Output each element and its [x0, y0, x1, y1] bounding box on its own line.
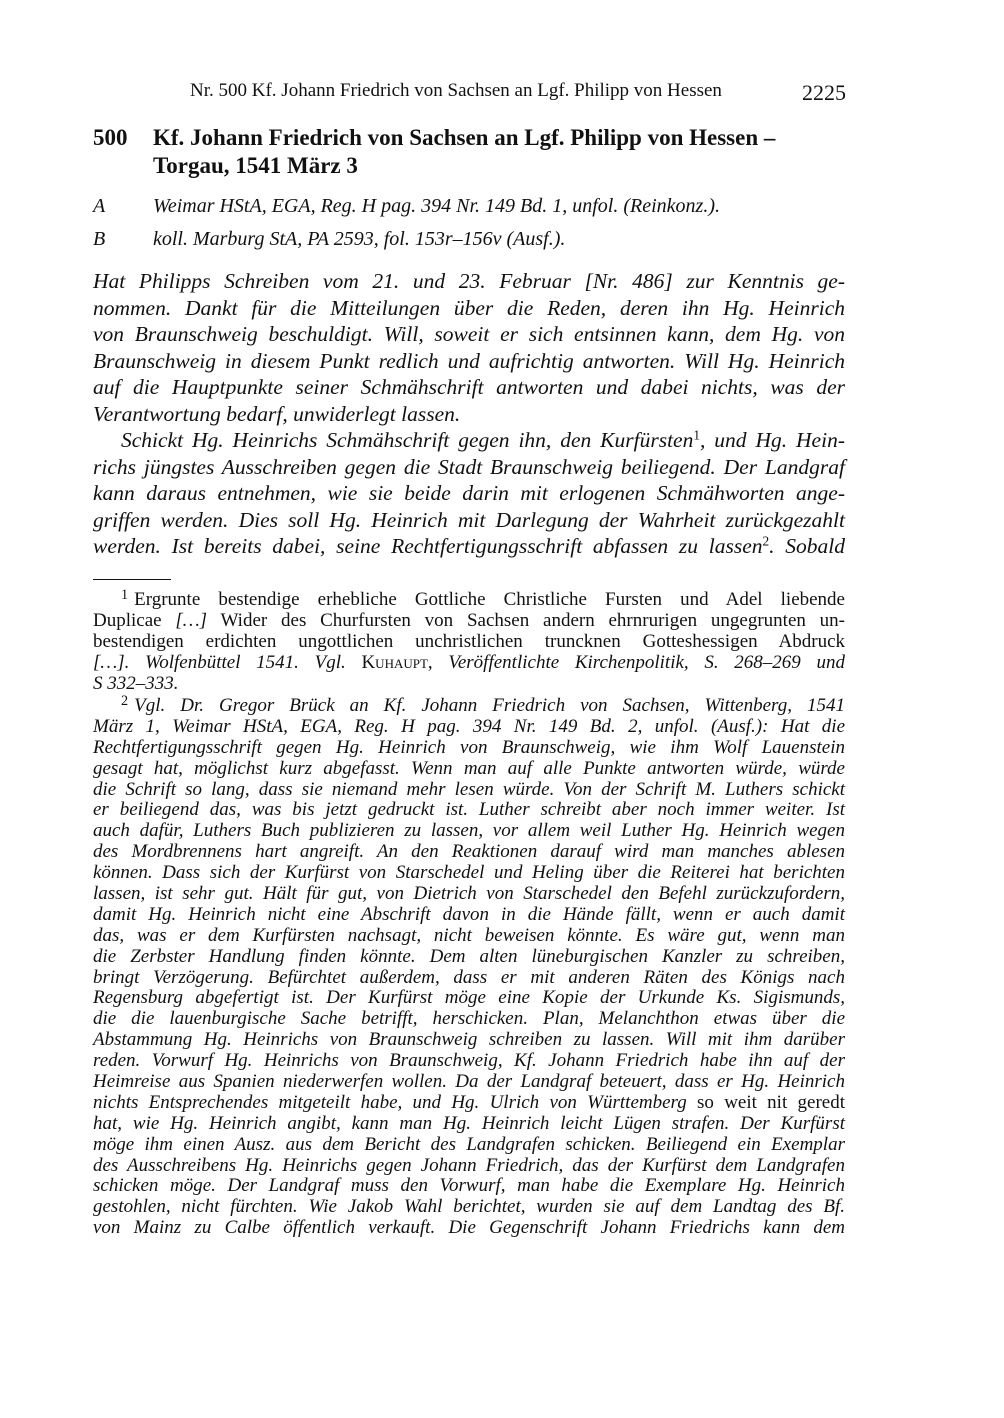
- text-line-content: [93, 1009, 845, 1030]
- text-line-content: [93, 427, 845, 454]
- text-segment: von Mainz zu Calbe öffentlich verkauft. Die Gegenschrift Johann Friedrichs kann dem: [93, 1217, 845, 1239]
- text-line: [93, 1176, 845, 1197]
- text-segment: kann daraus entnehmen, wie sie beide darin mit erlogenen Schmähworten ange-: [93, 481, 845, 505]
- text-line: [93, 1072, 845, 1093]
- text-line: [93, 507, 845, 534]
- text-line-content: [93, 401, 845, 428]
- text-line-content: [93, 759, 845, 780]
- text-segment: gestohlen, nicht fürchten. Wie Jakob Wahl berichtet, wurden sie auf dem Landtag des Bf.: [93, 1196, 845, 1218]
- text-line-content: [93, 692, 845, 717]
- text-line-content: [93, 1176, 845, 1197]
- text-segment: das, was er dem Kurfürsten nachsagt, nicht beweisen könnte. Es wäre gut, wenn man: [93, 924, 845, 946]
- text-line: [93, 821, 845, 842]
- text-line-content: [93, 1156, 845, 1177]
- text-segment: gesagt hat, möglichst kurz abgefasst. Wenn man auf alle Punkte antworten würde, würde: [93, 757, 845, 779]
- text-segment: S 332–333.: [93, 672, 179, 694]
- text-line: [93, 632, 845, 653]
- text-segment: . Sobald: [769, 534, 845, 558]
- text-line-content: [93, 884, 845, 905]
- text-line-content: [93, 863, 845, 884]
- text-segment: Rechtfertigungsschrift gegen Hg. Heinrich von Braunschweig, wie ihm Wolf Lauenstein: [93, 736, 845, 758]
- text-line: [93, 863, 845, 884]
- text-segment: Verantwortung bedarf, unwiderlegt lassen.: [93, 401, 461, 426]
- source-a: [93, 195, 720, 218]
- text-segment: Ergrunte bestendige erhebliche Gottliche Christliche Fursten und Adel liebende: [134, 589, 845, 610]
- text-line-content: [93, 842, 845, 863]
- text-line: [93, 842, 845, 863]
- text-segment: Kuhaupt: [361, 651, 428, 673]
- footnote-rule: [93, 579, 171, 580]
- text-line: [93, 1218, 845, 1239]
- regest-text: [93, 268, 845, 560]
- text-line-content: [93, 968, 845, 989]
- text-segment: von Braunschweig beschuldigt. Will, soweit er sich entsinnen kann, dem Hg. von: [93, 322, 845, 346]
- text-line-content: [93, 1093, 845, 1114]
- text-line-content: [93, 674, 845, 695]
- text-segment: bestendigen erdichten ungottlichen unchristlichen truncknen Gotteshessigen Abdruck: [93, 630, 845, 652]
- text-line: [93, 1093, 845, 1114]
- text-segment: Vgl. Dr. Gregor Brück an Kf. Johann Friedrich von Sachsen, Wittenberg, 1541: [134, 695, 845, 716]
- text-line: [93, 1156, 845, 1177]
- text-line: [93, 759, 845, 780]
- text-segment: die die lauenburgische Sache betrifft, herschicken. Plan, Melanchthon etwas über die: [93, 1008, 845, 1030]
- text-segment: auch dafür, Luthers Buch publizieren zu lassen, vor allem weil Luther Hg. Heinrich wegen: [93, 820, 845, 842]
- text-segment: Braunschweig in diesem Punkt redlich und aufrichtig antworten. Will Hg. Heinrich: [93, 348, 845, 373]
- text-line: [93, 427, 845, 454]
- text-line: [93, 800, 845, 821]
- text-line: [93, 988, 845, 1009]
- text-line-content: [93, 988, 845, 1009]
- text-segment: hat, wie Hg. Heinrich angibt, kann man Hg. Heinrich leicht Lügen strafen. Der Kurfürst: [93, 1112, 845, 1134]
- text-line: [93, 611, 845, 632]
- text-segment: , und Hg. Hein-: [700, 428, 845, 452]
- text-segment: Veröffentlichte Kirchenpolitik, S. 268–269 und: [448, 651, 845, 673]
- text-line: [93, 1030, 845, 1051]
- source-siglum: A: [93, 195, 106, 217]
- text-line-content: [93, 1197, 845, 1218]
- text-line-content: [93, 321, 845, 348]
- text-segment: bringt Verzögerung. Befürchtet außerdem, dass er mit anderen Räten des Königs nach: [93, 966, 845, 988]
- text-line-content: [93, 947, 845, 968]
- text-line-content: [93, 821, 845, 842]
- footnote-2: [93, 692, 845, 1239]
- text-segment: lassen, ist sehr gut. Hält für gut, von Dietrich von Starschedel den Befehl zurückzufordern,: [93, 883, 845, 905]
- source-siglum: B: [93, 228, 106, 250]
- source-b: [93, 228, 565, 251]
- text-line: [93, 674, 845, 695]
- footnote-reference: 1: [121, 586, 129, 603]
- text-segment: Heimreise aus Spanien niederwerfen wollen. Da der Landgraf beteuert, dass er Hg. Heinrich: [93, 1071, 845, 1093]
- running-header: [190, 80, 846, 106]
- text-line-content: [93, 926, 845, 947]
- text-segment: griffen werden. Dies soll Hg. Heinrich mit Darlegung der Wahrheit zurückgezahlt: [93, 507, 845, 532]
- text-segment: Hat Philipps Schreiben vom 21. und 23. Februar [Nr. 486] zur Kenntnis ge-: [93, 269, 845, 293]
- text-line-content: [93, 1218, 845, 1239]
- page-number: 2225: [802, 80, 846, 105]
- document-title: [93, 124, 848, 180]
- text-line: [93, 480, 845, 507]
- text-line: [93, 653, 845, 674]
- text-line: [93, 1197, 845, 1218]
- text-line-content: [93, 1072, 845, 1093]
- text-segment: er beiliegend das, was bis jetzt gedruckt ist. Luther schreibt aber noch immer weiter. Ist: [93, 799, 845, 821]
- text-line: [93, 884, 845, 905]
- text-segment: können. Dass sich der Kurfürst von Starschedel und Heling über die Reiterei hat berichten: [93, 862, 845, 884]
- text-line-content: [93, 480, 845, 507]
- text-line: [93, 738, 845, 759]
- text-segment: schicken möge. Der Landgraf muss den Vorwurf, man habe die Exemplare Hg. Heinrich: [93, 1175, 845, 1197]
- text-line-content: [93, 653, 845, 674]
- text-line-content: [93, 586, 845, 611]
- text-line: [93, 1135, 845, 1156]
- text-line-content: [93, 1030, 845, 1051]
- text-segment: Schickt Hg. Heinrichs Schmähschrift gegen ihn, den Kurfürsten: [121, 428, 694, 452]
- text-segment: reden. Vorwurf Hg. Heinrichs von Braunschweig, Kf. Johann Friedrich habe ihn auf der: [93, 1050, 845, 1072]
- text-line: [93, 1114, 845, 1135]
- text-line-content: [93, 780, 845, 801]
- footnote-1: [93, 586, 845, 694]
- text-line-content: [93, 1135, 845, 1156]
- text-segment: des Mordbrennens hart angreift. An den Reaktionen darauf wird man manches ablesen: [93, 841, 845, 863]
- text-segment: des Ausschreibens Hg. Heinrichs gegen Johann Friedrich, das der Kurfürst dem Landgrafen: [93, 1154, 845, 1176]
- text-segment: die Schrift so lang, dass sie niemand mehr lesen würde. Von der Schrift M. Luthers schickt: [93, 778, 845, 800]
- running-title: Nr. 500 Kf. Johann Friedrich von Sachsen an Lgf. Philipp von Hessen: [190, 80, 722, 101]
- text-line-content: [93, 295, 845, 322]
- text-segment: richs jüngstes Ausschreiben gegen die Stadt Braunschweig beiliegend. Der Landgraf: [93, 454, 845, 479]
- document-heading: Kf. Johann Friedrich von Sachsen an Lgf. Philipp von Hessen – Torgau, 1541 März 3: [153, 125, 776, 178]
- text-line: [93, 533, 845, 560]
- text-line-content: [93, 632, 845, 653]
- text-line: [93, 374, 845, 401]
- text-line: [93, 295, 845, 322]
- text-segment: Regensburg abgefertigt ist. Der Kurfürst möge eine Kopie der Urkunde Ks. Sigismunds,: [93, 987, 845, 1009]
- footnote-reference[interactable]: 1: [693, 427, 701, 443]
- text-segment: damit Hg. Heinrich nicht eine Abschrift davon in die Hände fällt, wenn er auch damit: [93, 903, 845, 925]
- text-line-content: [93, 800, 845, 821]
- text-line-content: [93, 1114, 845, 1135]
- text-segment: werden. Ist bereits dabei, seine Rechtfertigungsschrift abfassen zu lassen: [93, 534, 763, 558]
- text-line: [93, 401, 845, 428]
- text-line-content: [93, 268, 845, 295]
- text-line: [93, 454, 845, 481]
- text-line-content: [93, 905, 845, 926]
- text-segment: ,: [427, 651, 449, 673]
- text-segment: […]. Wolfenbüttel 1541. Vgl.: [93, 651, 362, 673]
- text-line: [93, 780, 845, 801]
- text-line-content: [93, 1051, 845, 1072]
- text-line: [93, 1051, 845, 1072]
- footnote-reference: 2: [121, 692, 129, 709]
- text-line: [93, 268, 845, 295]
- text-line: [93, 926, 845, 947]
- text-line: [93, 692, 845, 717]
- text-segment: die Zerbster Handlung finden könnte. Dem alten lüneburgischen Kanzler zu schreiben,: [93, 945, 845, 967]
- text-line: [93, 905, 845, 926]
- text-segment: auf die Hauptpunkte seiner Schmähschrift antworten und dabei nichts, was der: [93, 375, 845, 399]
- text-segment: möge ihm einen Ausz. aus dem Bericht des Landgrafen schicken. Beiliegend ein Exemplar: [93, 1133, 845, 1155]
- source-text: Weimar HStA, EGA, Reg. H pag. 394 Nr. 149 Bd. 1, unfol. (Reinkonz.).: [153, 195, 720, 217]
- text-segment: nichts Entsprechendes mitgeteilt habe, und Hg. Ulrich von Württemberg: [93, 1091, 698, 1113]
- footnote-reference[interactable]: 2: [762, 533, 770, 549]
- text-line: [93, 947, 845, 968]
- text-segment: Wider des Churfursten von Sachsen andern ehrnrurigen ungegrunten un-: [207, 609, 845, 631]
- text-segment: so weit nit geredt: [697, 1091, 845, 1113]
- text-line-content: [93, 738, 845, 759]
- text-segment: Duplicae: [93, 609, 176, 631]
- text-line: [93, 348, 845, 375]
- source-text: koll. Marburg StA, PA 2593, fol. 153r–156v (Ausf.).: [153, 228, 566, 250]
- text-line-content: [93, 454, 845, 481]
- document-number: 500: [93, 125, 128, 150]
- text-line: [93, 586, 845, 611]
- text-segment: März 1, Weimar HStA, EGA, Reg. H pag. 394 Nr. 149 Bd. 2, unfol. (Ausf.): Hat die: [93, 715, 845, 737]
- text-line: [93, 717, 845, 738]
- text-segment: nommen. Dankt für die Mitteilungen über die Reden, deren ihn Hg. Heinrich: [93, 295, 845, 320]
- text-line-content: [93, 374, 845, 401]
- text-line-content: [93, 717, 845, 738]
- text-line-content: [93, 348, 845, 375]
- text-line: [93, 1009, 845, 1030]
- text-line-content: [93, 611, 845, 632]
- text-line: [93, 321, 845, 348]
- text-segment: […]: [175, 609, 208, 631]
- text-line-content: [93, 507, 845, 534]
- text-line-content: [93, 533, 845, 560]
- text-line: [93, 968, 845, 989]
- text-segment: Abstammung Hg. Heinrichs von Braunschweig schreiben zu lassen. Will mit ihm darüber: [93, 1029, 845, 1051]
